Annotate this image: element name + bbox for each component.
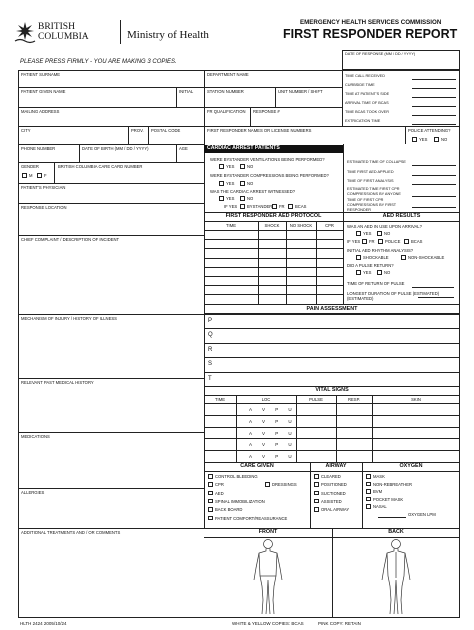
airway-label: ASSISTED xyxy=(321,498,342,504)
phone-number-field[interactable] xyxy=(20,152,77,161)
time-entry-field[interactable] xyxy=(412,97,456,98)
compressions-no-checkbox[interactable] xyxy=(240,181,245,186)
airway-checkbox[interactable] xyxy=(314,507,319,512)
time-entry-field[interactable] xyxy=(412,115,456,116)
rhythm-non-shockable-checkbox[interactable] xyxy=(401,255,406,260)
postal-code-label: POSTAL CODE xyxy=(151,128,181,133)
station-number-field[interactable] xyxy=(206,95,274,105)
gender-male-label: M xyxy=(29,173,33,178)
rhythm-non-shockable-label: NON-SHOCKABLE xyxy=(408,255,445,260)
province-label: PROV. xyxy=(131,128,144,133)
ventilations-no-checkbox[interactable] xyxy=(240,164,245,169)
dob-label: DATE OF BIRTH (MM / DD / YYYY) xyxy=(82,146,149,151)
aed-in-use-yes-checkbox[interactable] xyxy=(356,231,361,236)
oxygen-label: POCKET MASK xyxy=(373,496,404,502)
sun-logo-icon xyxy=(14,20,36,44)
gender-female-checkbox[interactable] xyxy=(37,173,42,178)
response-location-field[interactable] xyxy=(20,211,202,233)
mailing-address-label: MAILING ADDRESS xyxy=(21,109,60,114)
additional-treatments-label: ADDITIONAL TREATMENTS AND / OR COMMENTS xyxy=(21,530,121,535)
vitals-col-header: RESP. xyxy=(347,397,361,402)
physician-label: PATIENT'S PHYSICIAN xyxy=(21,185,66,190)
initial-label: INITIAL xyxy=(179,89,194,94)
care-given-label: AED xyxy=(215,490,224,496)
care-given-label: CONTROL BLEEDING xyxy=(215,474,258,479)
city-label: CITY xyxy=(21,128,31,133)
province-field[interactable] xyxy=(130,134,147,143)
age-label: AGE xyxy=(179,146,188,151)
care-given-label: CPR xyxy=(215,482,224,488)
cardiac-time-label: TIME OF FIRST CPR COMPRESSIONS BY FIRST RESPONDER xyxy=(347,198,397,212)
time-return-pulse-label: TIME OF RETURN OF PULSE xyxy=(347,281,405,286)
oxygen-label: BVM xyxy=(373,489,383,495)
body-back-diagram[interactable] xyxy=(378,538,414,616)
witnessed-bystander-checkbox[interactable] xyxy=(240,204,245,209)
time-entry-label: TIME BCAS TOOK OVER xyxy=(345,110,389,114)
pain-row-rule xyxy=(204,372,460,373)
care-given-label: PATIENT COMFORT/REASSURANCE xyxy=(215,515,288,521)
postal-code-field[interactable] xyxy=(150,134,202,143)
patient-given-name-label: PATIENT GIVEN NAME xyxy=(21,89,66,94)
police-attending-no-checkbox[interactable] xyxy=(434,137,439,142)
past-history-field[interactable] xyxy=(20,386,202,430)
body-front-diagram[interactable] xyxy=(250,538,286,616)
care-given-checkbox[interactable] xyxy=(208,474,213,479)
aed-if-yes-label: IF YES xyxy=(347,239,361,244)
vitals-time-field[interactable] xyxy=(205,439,235,449)
vitals-col-rule xyxy=(372,395,373,462)
ministry-name: Ministry of Health xyxy=(127,29,209,41)
response-number-field[interactable] xyxy=(252,115,340,125)
aed-results-header: AED RESULTS xyxy=(382,213,421,219)
airway-label: SUCTIONED xyxy=(321,490,346,496)
vitals-col-rule xyxy=(296,395,297,462)
witnessed-bystander-label: BYSTANDER xyxy=(247,204,273,209)
vitals-avpu-scale[interactable]: A V P U xyxy=(249,430,297,436)
copies-note: WHITE & YELLOW COPIES: BCAS xyxy=(232,621,304,626)
oxygen-checkbox[interactable] xyxy=(366,489,371,494)
oxygen-lpm-field[interactable] xyxy=(378,517,406,518)
time-entry-label: TIME CALL RECEIVED xyxy=(345,74,385,78)
dressings-label: DRESSINGS xyxy=(272,482,297,488)
compressions-no-label: NO xyxy=(247,181,254,186)
vital-signs-header: VITAL SIGNS xyxy=(315,387,349,393)
page-title: FIRST RESPONDER REPORT xyxy=(283,27,458,41)
pulse-return-yes-label: YES xyxy=(363,270,372,275)
oxygen-label: MASK xyxy=(373,474,385,479)
oxygen-checkbox[interactable] xyxy=(366,497,371,502)
airway-label: CLEARED xyxy=(321,474,341,479)
response-number-label: RESPONSE # xyxy=(253,109,280,114)
care-given-checkbox[interactable] xyxy=(208,507,213,512)
witnessed-no-label: NO xyxy=(247,196,254,201)
cardiac-arrest-header: CARDIAC ARREST PATIENTS xyxy=(204,145,343,153)
patient-surname-field[interactable] xyxy=(20,78,202,86)
pain-header-rule xyxy=(204,313,460,314)
airway-checkbox[interactable] xyxy=(314,474,319,479)
aed-protocol-row[interactable] xyxy=(205,295,342,303)
patient-surname-label: PATIENT SURNAME xyxy=(21,72,61,77)
longest-duration-field[interactable] xyxy=(418,297,454,298)
vitals-col-header: SKIN xyxy=(411,397,421,402)
compressions-yes-label: YES xyxy=(226,181,235,186)
ventilations-yes-label: YES xyxy=(226,164,235,169)
pulse-return-label: DID A PULSE RETURN? xyxy=(347,263,394,268)
witnessed-no-checkbox[interactable] xyxy=(240,196,245,201)
gender-label: GENDER xyxy=(21,164,39,169)
airway-checkbox[interactable] xyxy=(314,499,319,504)
additional-treatments-field[interactable] xyxy=(20,536,202,616)
airway-header: AIRWAY xyxy=(325,463,347,469)
oxygen-checkbox[interactable] xyxy=(366,482,371,487)
witnessed-yes-checkbox[interactable] xyxy=(219,196,224,201)
police-yes-label: YES xyxy=(419,137,428,142)
witnessed-fr-label: FR xyxy=(279,204,285,209)
vitals-col-header: TIME xyxy=(214,397,225,402)
longest-duration-est-label: (ESTIMATED) xyxy=(347,296,374,301)
vitals-col-header: LOC xyxy=(261,397,271,402)
aed-in-use-label: WAS AN AED IN USE UPON ARRIVAL? xyxy=(347,224,422,229)
aed-police-checkbox[interactable] xyxy=(378,239,383,244)
vitals-time-field[interactable] xyxy=(205,404,235,414)
pain-row-field[interactable] xyxy=(218,344,458,356)
care-given-label: SPINAL IMMOBILIZATION xyxy=(215,498,265,504)
past-history-label: RELEVANT PAST MEDICAL HISTORY xyxy=(21,380,94,385)
cardiac-time-field[interactable] xyxy=(412,175,456,176)
pain-row-rule xyxy=(204,357,460,358)
care-card-label: BRITISH COLUMBIA CARE CARD NUMBER xyxy=(58,164,143,169)
time-return-pulse-field[interactable] xyxy=(412,287,454,288)
aed-in-use-no-label: NO xyxy=(384,231,391,236)
cardiac-time-label: ESTIMATED TIME OF COLLAPSE xyxy=(347,160,406,164)
medications-field[interactable] xyxy=(20,440,202,486)
fr-names-field[interactable] xyxy=(206,134,403,144)
aed-col-header: TIME xyxy=(225,223,236,228)
witnessed-bcas-checkbox[interactable] xyxy=(288,204,293,209)
aed-col-header: NO SHOCK xyxy=(289,223,313,228)
oxygen-label: NASAL xyxy=(373,504,387,510)
aed-protocol-row[interactable] xyxy=(205,240,342,248)
gender-female-label: F xyxy=(44,173,47,178)
pulse-return-no-checkbox[interactable] xyxy=(377,270,382,275)
airway-label: POSITIONED xyxy=(321,482,347,488)
aed-fr-label: FR xyxy=(369,239,375,244)
medications-label: MEDICATIONS xyxy=(21,434,50,439)
cardiac-time-field[interactable] xyxy=(412,165,456,166)
pain-row-field[interactable] xyxy=(218,358,458,370)
phone-number-label: PHONE NUMBER xyxy=(21,146,56,151)
police-attending-yes-checkbox[interactable] xyxy=(412,137,417,142)
vitals-time-field[interactable] xyxy=(205,428,235,438)
care-given-checkbox[interactable] xyxy=(208,491,213,496)
aed-protocol-row[interactable] xyxy=(205,286,342,294)
care-given-checkbox[interactable] xyxy=(208,516,213,521)
unit-shift-field[interactable] xyxy=(277,95,340,105)
time-entry-label: TIME AT PATIENT'S SIDE xyxy=(345,92,390,96)
initial-field[interactable] xyxy=(178,95,203,105)
vitals-avpu-scale[interactable]: A V P U xyxy=(249,442,297,448)
aed-protocol-row[interactable] xyxy=(205,259,342,267)
cardiac-time-field[interactable] xyxy=(412,196,456,197)
unit-shift-label: UNIT NUMBER / SHIFT xyxy=(278,89,323,94)
vitals-row-rule xyxy=(204,450,460,451)
initial-rhythm-label: INITIAL AED RHYTHM ANALYSIS? xyxy=(347,248,414,253)
pain-row-letter: T xyxy=(208,375,212,382)
cardiac-time-label: TIME FIRST AED APPLIED xyxy=(347,170,394,174)
time-entry-label: CURBSIDE TIME xyxy=(345,83,375,87)
vitals-time-field[interactable] xyxy=(205,451,235,461)
pain-row-letter: P xyxy=(208,318,213,324)
date-of-response-label: DATE OF RESPONSE (MM / DD / YYYY) xyxy=(345,52,416,56)
fr-qualification-field[interactable] xyxy=(206,115,249,125)
oxygen-header: OXYGEN xyxy=(399,463,423,469)
care-given-checkbox[interactable] xyxy=(208,482,213,487)
pulse-return-yes-checkbox[interactable] xyxy=(356,270,361,275)
care-given-checkbox[interactable] xyxy=(208,499,213,504)
aed-col-header: CPR xyxy=(325,223,334,228)
aed-protocol-row[interactable] xyxy=(205,277,342,285)
vitals-row-rule xyxy=(204,415,460,416)
commission-name: EMERGENCY HEALTH SERVICES COMMISSION xyxy=(300,19,442,26)
aed-protocol-row[interactable] xyxy=(205,268,342,276)
pulse-return-no-label: NO xyxy=(384,270,391,275)
airway-checkbox[interactable] xyxy=(314,491,319,496)
vitals-row-rule xyxy=(204,438,460,439)
compressions-yes-checkbox[interactable] xyxy=(219,181,224,186)
dressings-checkbox[interactable] xyxy=(265,482,270,487)
dob-field[interactable] xyxy=(81,152,174,161)
aed-protocol-header: FIRST RESPONDER AED PROTOCOL xyxy=(225,213,322,219)
form-number: HLTH 2424 2005/10/24 xyxy=(20,621,67,626)
logo-text-british: BRITISH xyxy=(38,22,75,32)
aed-bcas-label: BCAS xyxy=(411,239,423,244)
mechanism-field[interactable] xyxy=(20,322,202,377)
pain-row-field[interactable] xyxy=(218,373,458,385)
physician-field[interactable] xyxy=(20,191,202,202)
cardiac-q2-label: WERE BYSTANDER COMPRESSIONS BEING PERFORMED? xyxy=(210,173,329,178)
time-entry-field[interactable] xyxy=(412,124,456,125)
pain-row-letter: S xyxy=(208,361,213,368)
care-card-field[interactable] xyxy=(57,170,202,182)
fr-names-label: FIRST RESPONDER NAMES OR LICENSE NUMBERS xyxy=(207,128,312,133)
airway-label: ORAL AIRWAY xyxy=(321,507,350,513)
witnessed-yes-label: YES xyxy=(226,196,235,201)
care-given-header: CARE GIVEN xyxy=(240,463,274,469)
airway-checkbox[interactable] xyxy=(314,482,319,487)
aed-police-label: POLICE xyxy=(385,239,401,244)
mechanism-label: MECHANISM OF INJURY / HISTORY OF ILLNESS xyxy=(21,316,117,321)
oxygen-lpm-label: OXYGEN LPM xyxy=(408,512,436,517)
vitals-time-field[interactable] xyxy=(205,416,235,426)
police-no-label: NO xyxy=(441,137,448,142)
police-attending-label: POLICE ATTENDING? xyxy=(408,128,451,133)
chief-complaint-label: CHIEF COMPLAINT / DESCRIPTION OF INCIDENT xyxy=(21,237,120,242)
date-of-response-field[interactable] xyxy=(344,58,458,69)
city-field[interactable] xyxy=(20,134,126,143)
aed-bcas-checkbox[interactable] xyxy=(404,239,409,244)
age-field[interactable] xyxy=(178,152,203,161)
vitals-col-rule xyxy=(336,395,337,462)
cardiac-time-field[interactable] xyxy=(412,184,456,185)
response-location-label: RESPONSE LOCATION xyxy=(21,205,67,210)
logo-text-columbia: COLUMBIA xyxy=(38,32,89,42)
station-number-label: STATION NUMBER xyxy=(207,89,244,94)
cardiac-q1-label: WERE BYSTANDER VENTILATIONS BEING PERFORMED? xyxy=(210,157,325,162)
witnessed-if-yes-label: IF YES xyxy=(224,204,238,209)
pain-row-letter: Q xyxy=(208,332,213,339)
aed-fr-checkbox[interactable] xyxy=(362,239,367,244)
care-given-label: BACK BOARD xyxy=(215,507,243,513)
allergies-field[interactable] xyxy=(20,496,202,526)
vitals-avpu-scale[interactable]: A V P U xyxy=(249,454,297,460)
rhythm-shockable-checkbox[interactable] xyxy=(356,255,361,260)
mailing-address-field[interactable] xyxy=(20,115,202,125)
fr-qualification-label: FR QUALIFICATION xyxy=(207,109,246,114)
vitals-col-rule xyxy=(236,395,237,462)
pain-row-field[interactable] xyxy=(218,329,458,341)
cardiac-q3-label: WAS THE CARDIAC ARREST WITNESSED? xyxy=(210,189,296,194)
aed-in-use-no-checkbox[interactable] xyxy=(377,231,382,236)
ventilations-no-label: NO xyxy=(247,164,254,169)
oxygen-checkbox[interactable] xyxy=(366,504,371,509)
department-name-field[interactable] xyxy=(206,78,340,86)
cardiac-time-label: TIME OF FIRST ANALYSIS xyxy=(347,179,394,183)
cardiac-time-label: ESTIMATED TIME FIRST CPR COMPRESSIONS BY ANYONE xyxy=(347,187,401,196)
time-entry-field[interactable] xyxy=(412,79,456,80)
gender-male-checkbox[interactable] xyxy=(22,173,27,178)
front-header: FRONT xyxy=(258,529,278,535)
aed-protocol-row[interactable] xyxy=(205,231,342,239)
pain-row-rule xyxy=(204,343,460,344)
rhythm-shockable-label: SHOCKABLE xyxy=(363,255,389,260)
oxygen-label: NON-REBREATHER xyxy=(373,481,413,487)
aed-protocol-row[interactable] xyxy=(205,249,342,257)
vitals-col-header: PULSE xyxy=(309,397,323,402)
chief-complaint-field[interactable] xyxy=(20,243,202,313)
time-entry-field[interactable] xyxy=(412,88,456,89)
oxygen-checkbox[interactable] xyxy=(366,474,371,479)
vitals-avpu-scale[interactable]: A V P U xyxy=(249,407,297,412)
allergies-label: ALLERGIES xyxy=(21,490,45,495)
time-entry-field[interactable] xyxy=(412,106,456,107)
time-entry-label: EXTRICATION TIME xyxy=(345,119,381,123)
pain-row-field[interactable] xyxy=(218,315,458,327)
ventilations-yes-checkbox[interactable] xyxy=(219,164,224,169)
longest-duration-label: LONGEST DURATION OF PULSE (ESTIMATED) xyxy=(347,291,440,296)
vitals-header-rule xyxy=(204,403,460,404)
time-entry-label: ARRIVAL TIME OF BCAS xyxy=(345,101,389,105)
vitals-row-rule xyxy=(204,427,460,428)
pain-assessment-header: PAIN ASSESSMENT xyxy=(306,306,358,312)
bc-logo xyxy=(14,20,124,46)
vitals-avpu-scale[interactable]: A V P U xyxy=(249,418,297,424)
witnessed-fr-checkbox[interactable] xyxy=(272,204,277,209)
cardiac-time-field[interactable] xyxy=(412,207,456,208)
department-name-label: DEPARTMENT NAME xyxy=(207,72,249,77)
back-header: BACK xyxy=(388,529,404,535)
pain-row-letter: R xyxy=(208,346,213,353)
aed-in-use-yes-label: YES xyxy=(363,231,372,236)
witnessed-bcas-label: BCAS xyxy=(295,204,307,209)
pain-row-rule xyxy=(204,328,460,329)
patient-given-name-field[interactable] xyxy=(20,95,174,105)
aed-col-header: SHOCK xyxy=(264,223,280,228)
instruction-text: PLEASE PRESS FIRMLY - YOU ARE MAKING 3 COPIES. xyxy=(20,59,177,65)
pink-copy-note: PINK COPY: RETAIN xyxy=(318,621,361,626)
